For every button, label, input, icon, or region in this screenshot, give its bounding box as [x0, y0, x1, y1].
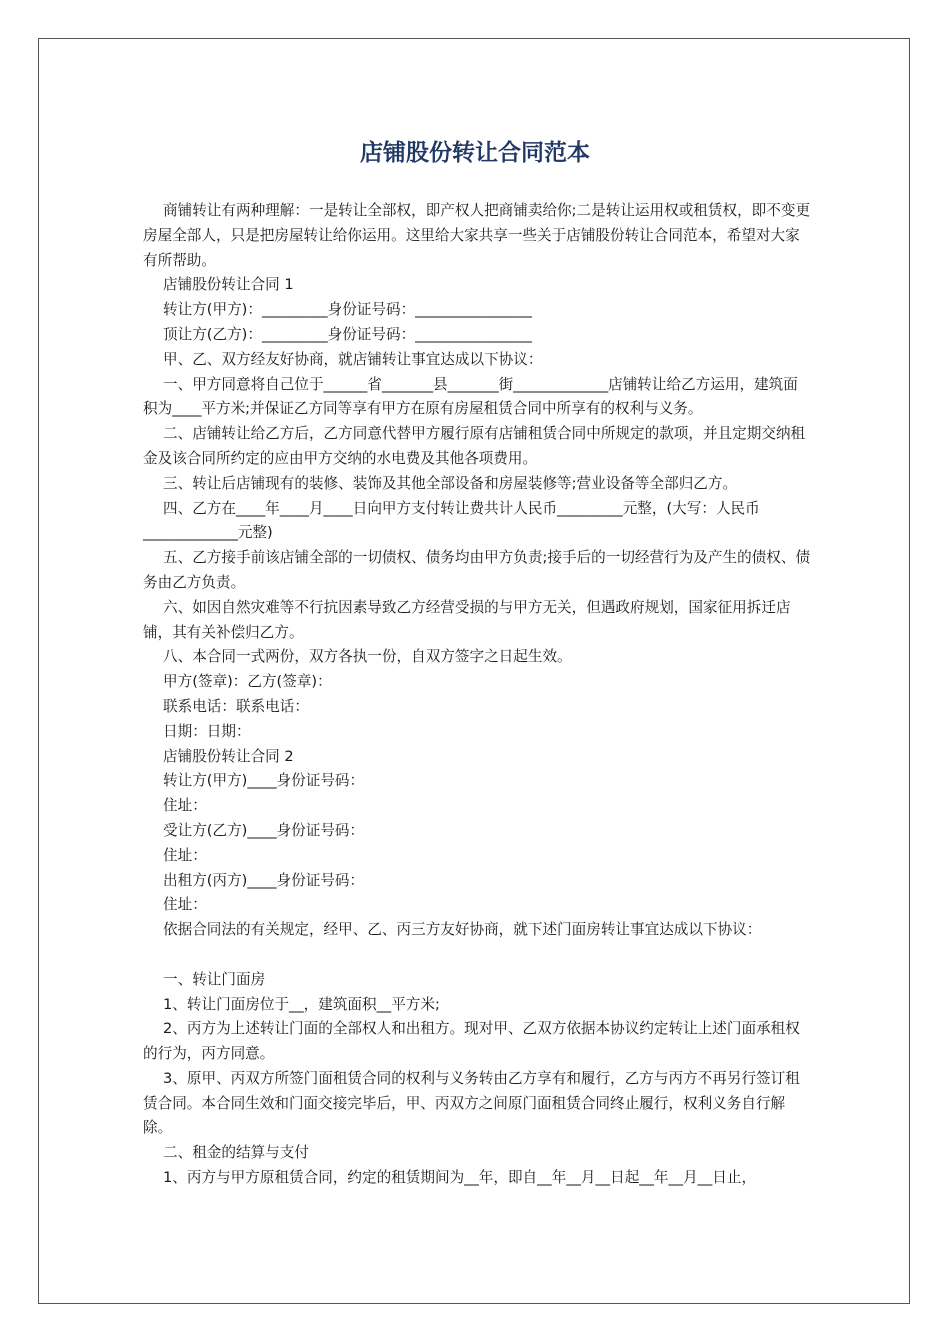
party-c-line: 出租方(丙方)____身份证号码：	[163, 871, 365, 889]
section-2-item-1: 1、丙方与甲方原租赁合同，约定的租赁期间为__年，即自__年__月__日起__年__月__日止，	[163, 1169, 757, 1187]
section-1-item-1: 1、转让门面房位于__，建筑面积__平方米;	[163, 995, 440, 1013]
section-1-heading: 一、转让门面房	[163, 970, 266, 988]
party-c-address: 住址：	[163, 896, 207, 914]
date-line: 日期：日期：	[163, 722, 251, 740]
paragraph-intro: 商铺转让有两种理解：一是转让全部权，即产权人把商铺卖给你;二是转让运用权或租赁权，即不变更房屋全部人，只是把房屋转让给你运用。这里给大家共享一些关于店铺股份转让合同范本，希望对大家有所帮助。	[143, 202, 811, 269]
agreement-intro: 甲、乙、双方经友好协商，就店铺转让事宜达成以下协议：	[163, 350, 543, 368]
contract-1-heading: 店铺股份转让合同 1	[163, 276, 294, 294]
section-2-heading: 二、租金的结算与支付	[163, 1144, 309, 1162]
phone-line: 联系电话：联系电话：	[163, 697, 309, 715]
signature-line: 甲方(签章)：乙方(签章)：	[163, 673, 332, 691]
clause-4: 四、乙方在____年____月____日向甲方支付转让费共计人民币_________元整，(大写：人民币_____________元整)	[143, 499, 760, 542]
contract-2-heading: 店铺股份转让合同 2	[163, 747, 294, 765]
clause-6: 六、如因自然灾难等不行抗因素导致乙方经营受损的与甲方无关，但遇政府规划，国家征用拆迁店铺，其有关补偿归乙方。	[143, 598, 791, 641]
clause-3: 三、转让后店铺现有的装修、装饰及其他全部设备和房屋装修等;营业设备等全部归乙方。	[163, 474, 738, 492]
party-a-address: 住址：	[163, 797, 207, 815]
document-title: 店铺股份转让合同范本	[360, 140, 590, 166]
section-1-item-3: 3、原甲、丙双方所签门面租赁合同的权利与义务转由乙方享有和履行，乙方与丙方不再另行签订租赁合同。本合同生效和门面交接完毕后，甲、丙双方之间原门面租赁合同终止履行，权利义务自行解除。	[143, 1069, 800, 1137]
transferor-line: 转让方(甲方)：_________身份证号码：________________	[163, 301, 532, 319]
party-b-address: 住址：	[163, 846, 207, 864]
party-a-line: 转让方(甲方)____身份证号码：	[163, 772, 365, 790]
contract-2-intro: 依据合同法的有关规定，经甲、乙、丙三方友好协商，就下述门面房转让事宜达成以下协议：	[163, 921, 762, 939]
section-1-item-2: 2、丙方为上述转让门面的全部权人和出租方。现对甲、乙双方依据本协议约定转让上述门面承租权的行为，丙方同意。	[143, 1020, 800, 1063]
clause-8: 八、本合同一式两份，双方各执一份，自双方签字之日起生效。	[163, 648, 572, 666]
clause-5: 五、乙方接手前该店铺全部的一切债权、债务均由甲方负责;接手后的一切经营行为及产生的债权、债务由乙方负责。	[143, 549, 811, 591]
clause-2: 二、店铺转让给乙方后，乙方同意代替甲方履行原有店铺租赁合同中所规定的款项，并且定期交纳租金及该合同所约定的应由甲方交纳的水电费及其他各项费用。	[143, 425, 806, 467]
party-b-line: 受让方(乙方)____身份证号码：	[163, 821, 365, 839]
document-body	[143, 199, 811, 1191]
transferee-line: 顶让方(乙方)：_________身份证号码：________________	[163, 325, 532, 343]
clause-1: 一、甲方同意将自己位于______省_______县_______街_____________店铺转让给乙方运用，建筑面积为____平方米;并保证乙方同等享有甲方在原有房屋租赁合同中所享有的权利与义务。	[143, 375, 798, 418]
